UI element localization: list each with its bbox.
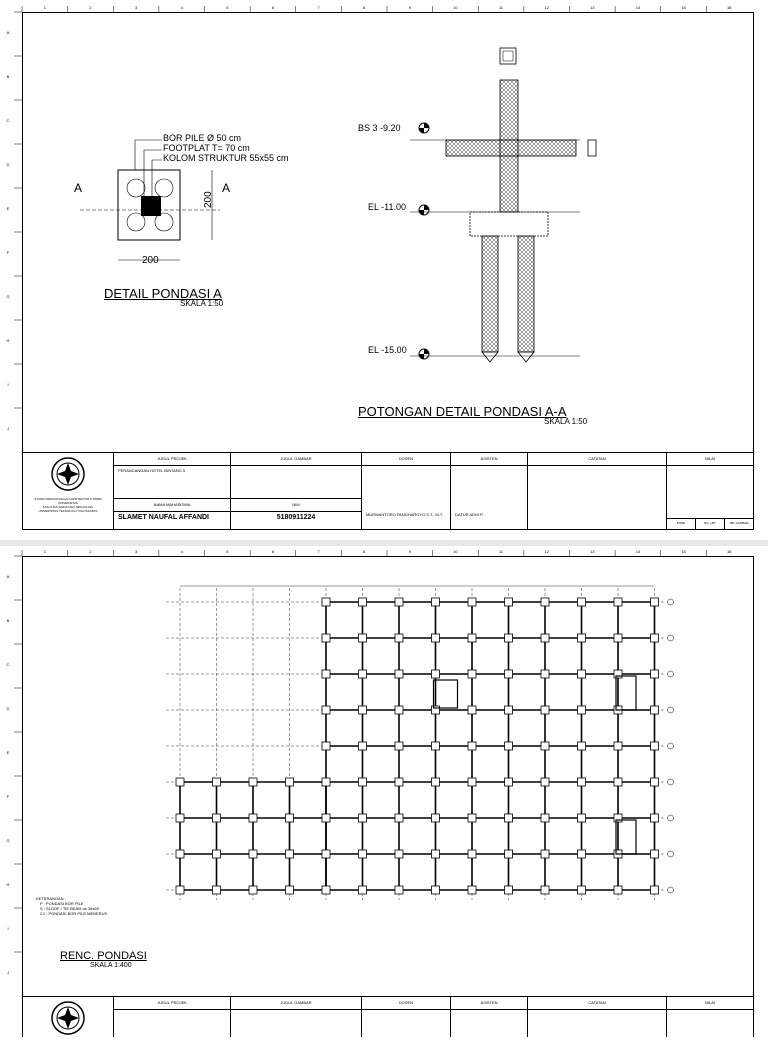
pile-cap [541, 742, 549, 750]
pile-cap [468, 814, 476, 822]
catatan-header-2: CATATAN [528, 997, 666, 1010]
pile-cap [395, 778, 403, 786]
pile-cap [359, 634, 367, 642]
pile-cap [286, 886, 294, 894]
grid-bubble [668, 599, 674, 605]
legend-item-s: S : SLOOF / TIE BEAM uk 35x65 [40, 906, 99, 911]
pile-cap [578, 778, 586, 786]
pile-cap [359, 778, 367, 786]
dosen-cell [362, 453, 451, 529]
nilai-codes [667, 518, 753, 529]
nilai-cell-2 [667, 997, 753, 1037]
ruler-number: 8 [363, 5, 366, 10]
pile-cap [359, 850, 367, 858]
pile-cap [651, 814, 659, 822]
univ-line2: FAKULTAS SAINS DAN TEKNOLOGI [42, 505, 94, 509]
elevation-11: EL -11.00 [368, 202, 407, 212]
pile-cap [614, 670, 622, 678]
pile-cap [359, 886, 367, 894]
pile-cap [541, 886, 549, 894]
univ-line3: UNIVERSITAS TEKNOLOGI YOGYAKARTA [38, 509, 98, 513]
ruler-number: 4 [180, 549, 183, 554]
pile-cap [213, 850, 221, 858]
pile-cap [359, 742, 367, 750]
pile-cap [359, 670, 367, 678]
ruler-number: 11 [498, 549, 504, 554]
gambar-header: JUDUL GAMBAR [231, 453, 361, 466]
pile-cap [468, 778, 476, 786]
grid-bubble [668, 635, 674, 641]
ruler-number: 1 [43, 549, 46, 554]
label-bor-pile: BOR PILE Ø 50 cm [163, 133, 242, 143]
pile-cap [322, 670, 330, 678]
ruler-number: 16 [726, 5, 732, 10]
univ-line1: UNIVERSITAS [58, 501, 78, 505]
code-kode: KODE [667, 519, 696, 529]
pile-cap [213, 778, 221, 786]
renc-pondasi-title: RENC. PONDASI [60, 950, 147, 962]
ruler-number: 2 [89, 5, 92, 10]
pile-cap [651, 634, 659, 642]
ruler-letter: D [6, 162, 10, 167]
pile-cap [322, 598, 330, 606]
ruler-number: 3 [134, 5, 138, 10]
pile-cap [541, 598, 549, 606]
catatan-header: CATATAN [528, 453, 666, 466]
pile-cap [505, 670, 513, 678]
dosen-header-2: DOSEN [362, 997, 450, 1010]
pile-cap [505, 742, 513, 750]
pile-cap [322, 778, 330, 786]
ruler-letter: H [6, 882, 10, 887]
ruler-letter: D [6, 706, 10, 711]
pile-cap [432, 634, 440, 642]
ruler-number: 6 [271, 5, 275, 10]
ruler-letter: A [6, 30, 10, 35]
section-mark-right: A [222, 181, 231, 195]
dosen-value: MURWANTORO PANGHARGYO S.T., M.T. [366, 512, 443, 517]
pile-cap [614, 634, 622, 642]
ruler-letter: H [6, 338, 10, 343]
studio-name: STUDIO PERANCANGAN ARSITEKTUR 6 PR000 [34, 497, 102, 501]
pile-cap [541, 706, 549, 714]
pile-cap [395, 814, 403, 822]
pile-cap [541, 814, 549, 822]
detail-pondasi-scale: SKALA 1:50 [180, 299, 224, 308]
grid-bubble [668, 887, 674, 893]
projek-cell [114, 453, 231, 529]
pile-cap [359, 814, 367, 822]
ruler-number: 11 [498, 5, 504, 10]
ruler-number: 7 [317, 549, 320, 554]
pile-cap [505, 706, 513, 714]
ruler-number: 15 [681, 549, 686, 554]
ruler-letter: E [6, 206, 10, 211]
nilai-cell [667, 453, 753, 529]
pile-cap [249, 850, 257, 858]
catatan-cell [528, 453, 667, 529]
pile-cap [468, 634, 476, 642]
pile-cap [432, 886, 440, 894]
ruler-letter: C [6, 662, 10, 667]
pile-cap [578, 634, 586, 642]
pile-cap [614, 886, 622, 894]
pile-cap [541, 778, 549, 786]
title-block-1 [22, 452, 754, 530]
dimension-height: 200 [203, 191, 214, 208]
projek-value: PERANCANGAN HOTEL BINTANG 5 [114, 466, 230, 499]
ruler-number: 8 [363, 549, 366, 554]
code-jml: JML GAMBAR [729, 521, 749, 525]
pile-cap [322, 886, 330, 894]
pile-cap [432, 778, 440, 786]
pile-cap [395, 706, 403, 714]
ruler-letter: G [6, 294, 10, 299]
nim-value: 5180911224 [276, 514, 316, 521]
potongan-scale: SKALA 1:50 [544, 417, 588, 426]
ruler-letter: A [6, 574, 10, 579]
pile-cap [505, 850, 513, 858]
pile-cap [432, 742, 440, 750]
title-block-2 [22, 996, 754, 1037]
legend-item-c1: C1 : PONDASI BOR PILE MENERUS [40, 911, 108, 916]
ruler-letter: E [6, 750, 10, 755]
pile-cap [395, 598, 403, 606]
detail-pondasi-title: DETAIL PONDASI A [104, 286, 222, 301]
pile-cap [395, 742, 403, 750]
ruler-number: 14 [635, 5, 641, 10]
asisten-header-2: ASISTEN [451, 997, 527, 1010]
ruler-number: 7 [317, 5, 320, 10]
pile-cap [614, 778, 622, 786]
projek-cell-2 [114, 997, 231, 1037]
ruler-letter: F [6, 250, 10, 255]
ruler-number: 13 [590, 549, 595, 554]
pile-cap [505, 778, 513, 786]
pile-cap [505, 598, 513, 606]
core-wall [616, 820, 636, 854]
dosen-cell-2 [362, 997, 451, 1037]
ruler-letter: J [7, 426, 9, 431]
pile-cap [322, 742, 330, 750]
pile-cap [541, 670, 549, 678]
pile-cap [541, 634, 549, 642]
ruler-number: 4 [180, 5, 183, 10]
ruler-number: 15 [681, 5, 686, 10]
pile-cap [651, 598, 659, 606]
grid-bubble [668, 779, 674, 785]
pile-cap [432, 850, 440, 858]
ruler-number: 12 [544, 549, 549, 554]
pile-cap [468, 670, 476, 678]
pile-cap [286, 814, 294, 822]
pile-cap [249, 778, 257, 786]
projek-header-2: JUDUL PROJEK [114, 997, 230, 1010]
legend-item-p: P : PONDASI BOR PILE [40, 901, 84, 906]
nama-value: SLAMET NAUFAL AFFANDI [118, 514, 209, 521]
pile-cap [468, 886, 476, 894]
dosen-header: DOSEN [362, 453, 450, 466]
pile-cap [359, 706, 367, 714]
title-block-logo-cell [23, 453, 114, 529]
legend-title: KETERANGAN : [36, 896, 66, 901]
ruler-number: 10 [453, 5, 458, 10]
pile-cap [578, 598, 586, 606]
asisten-value: DATUR ADHI P. [455, 512, 484, 517]
asisten-cell-2 [451, 997, 528, 1037]
elevation-15: EL -15.00 [368, 345, 407, 355]
pile-cap [286, 850, 294, 858]
gambar-cell-2 [231, 997, 362, 1037]
pile-cap [432, 706, 440, 714]
pile-cap [541, 850, 549, 858]
projek-header: JUDUL PROJEK [114, 453, 230, 466]
grid-bubble [668, 851, 674, 857]
pile-cap [651, 850, 659, 858]
ruler-number: 5 [226, 549, 229, 554]
title-block-2-logo-cell [23, 997, 114, 1037]
pile-cap [322, 706, 330, 714]
ruler-letter: I [7, 926, 9, 931]
ruler-number: 3 [134, 549, 138, 554]
grid-bubble [668, 671, 674, 677]
pile-cap [432, 814, 440, 822]
pile-cap [395, 670, 403, 678]
pile-cap [651, 778, 659, 786]
pile-cap [322, 814, 330, 822]
core-wall [434, 680, 458, 708]
ruler-letter: B [6, 618, 10, 623]
pile-cap [468, 706, 476, 714]
pile-cap [468, 850, 476, 858]
pile-cap [614, 814, 622, 822]
ruler-letter: G [6, 838, 10, 843]
nilai-header: NILAI [667, 453, 753, 466]
gambar-header-2: JUDUL GAMBAR [231, 997, 361, 1010]
pile-cap [395, 850, 403, 858]
ruler-number: 1 [43, 5, 46, 10]
code-nolbt: NO. LBT [696, 519, 725, 529]
pile-cap [651, 886, 659, 894]
pile-cap [578, 706, 586, 714]
pile-cap [468, 598, 476, 606]
ruler-number: 16 [726, 549, 732, 554]
label-footplat: FOOTPLAT T= 70 cm [163, 143, 250, 153]
nim-header: NIM [231, 499, 361, 512]
ruler-letter: F [6, 794, 10, 799]
renc-pondasi-scale: SKALA 1:400 [90, 962, 132, 969]
pile-cap [432, 598, 440, 606]
asisten-header: ASISTEN [451, 453, 527, 466]
grid-bubble [668, 707, 674, 713]
pile-cap [176, 778, 184, 786]
ruler-number: 13 [590, 5, 595, 10]
pile-cap [614, 742, 622, 750]
pile-cap [578, 742, 586, 750]
pile-cap [249, 814, 257, 822]
pile-cap [249, 886, 257, 894]
ruler-letter: J [7, 970, 9, 975]
pile-cap [505, 634, 513, 642]
pile-cap [176, 886, 184, 894]
pile-cap [176, 850, 184, 858]
pile-cap [286, 778, 294, 786]
pile-cap [395, 886, 403, 894]
gambar-cell [231, 453, 362, 529]
pile-cap [614, 598, 622, 606]
ruler-letter: B [6, 74, 10, 79]
ruler-letter: I [7, 382, 9, 387]
dimension-width: 200 [142, 255, 159, 266]
pile-cap [322, 634, 330, 642]
core-wall [616, 676, 636, 710]
elevation-bs3: BS 3 -9.20 [358, 123, 401, 133]
university-logo-icon-2 [50, 1000, 86, 1036]
label-kolom: KOLOM STRUKTUR 55x55 cm [163, 153, 289, 163]
pile-cap [395, 634, 403, 642]
ruler-number: 10 [453, 549, 458, 554]
pile-cap [578, 850, 586, 858]
ruler-letter: C [6, 118, 10, 123]
ruler-number: 14 [635, 549, 641, 554]
pile-cap [468, 742, 476, 750]
asisten-cell [451, 453, 528, 529]
pile-cap [322, 850, 330, 858]
pile-cap [359, 598, 367, 606]
nilai-header-2: NILAI [667, 997, 753, 1010]
pile-cap [578, 886, 586, 894]
ruler-number: 12 [544, 5, 549, 10]
pile-cap [176, 814, 184, 822]
ruler-number: 5 [226, 5, 229, 10]
gambar-value [231, 466, 361, 499]
pile-cap [651, 670, 659, 678]
catatan-cell-2 [528, 997, 667, 1037]
ruler-number: 6 [271, 549, 275, 554]
pile-cap [213, 886, 221, 894]
university-logo-icon [50, 456, 86, 492]
potongan-title: POTONGAN DETAIL PONDASI A-A [358, 404, 567, 419]
grid-bubble [668, 815, 674, 821]
pile-cap [213, 814, 221, 822]
ruler-number: 2 [89, 549, 92, 554]
ruler-number: 9 [408, 5, 411, 10]
renc-pondasi-plan [160, 582, 680, 922]
drawing-sheet-2 [0, 546, 768, 1024]
section-mark-left: A [74, 181, 83, 195]
ruler-number: 9 [408, 549, 411, 554]
pile-cap [505, 886, 513, 894]
pile-cap [651, 742, 659, 750]
pile-cap [432, 670, 440, 678]
pile-cap [651, 706, 659, 714]
grid-bubble [668, 743, 674, 749]
pile-cap [505, 814, 513, 822]
pile-cap [578, 670, 586, 678]
pile-cap [578, 814, 586, 822]
nama-header: NAMA MAHASISWA [114, 499, 230, 512]
